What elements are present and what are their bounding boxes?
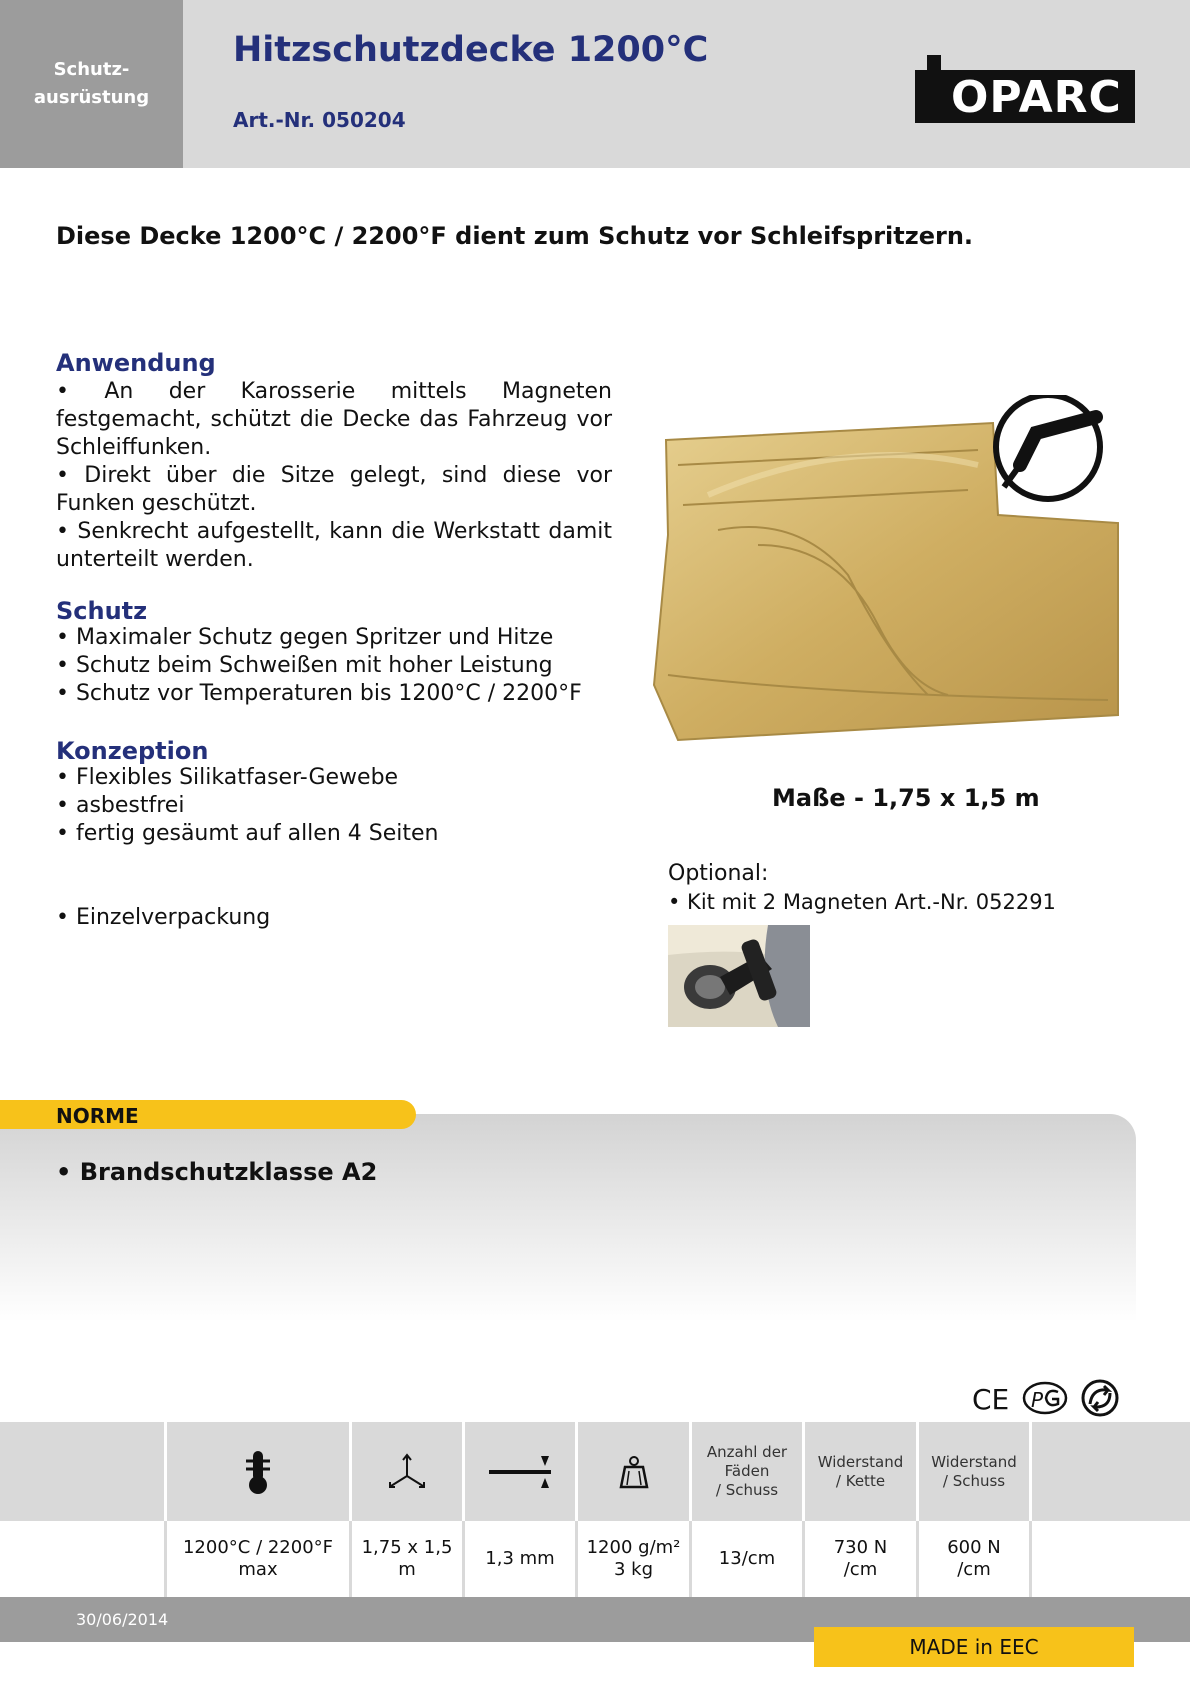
- footer-date: 30/06/2014: [76, 1610, 169, 1629]
- optional-label: Optional:: [668, 861, 769, 886]
- norme-item: • Brandschutzklasse A2: [56, 1158, 378, 1186]
- toparc-logo: [915, 55, 1137, 123]
- weft-header-line-2: / Schuss: [942, 1471, 1006, 1490]
- page-title: Hitzschutzdecke 1200°C: [233, 30, 709, 70]
- section-title-konzeption: Konzeption: [56, 737, 209, 765]
- spec-header-threads: [692, 1422, 802, 1521]
- category-line-2: ausrüstung: [33, 87, 150, 108]
- packaging-note: • Einzelverpackung: [56, 905, 271, 930]
- ce-mark: CE: [972, 1383, 1010, 1416]
- norme-label: NORME: [56, 1104, 139, 1128]
- spec-value-weft: [919, 1521, 1029, 1597]
- threads-header-line-3: / Schuss: [715, 1481, 779, 1499]
- spec-header-weight: [578, 1422, 689, 1521]
- list-item: • An der Karosserie mittels Magneten festgemacht, schützt die Decke das Fahrzeug vor Schleiffunken.: [56, 379, 612, 460]
- temperature-value-line-2: max: [238, 1559, 278, 1580]
- category-line-1: Schutz-: [53, 59, 130, 80]
- konzeption-list: [56, 764, 438, 848]
- list-item: • Schutz beim Schweißen mit hoher Leistung: [56, 653, 553, 678]
- spec-value-threads: 13/cm: [718, 1548, 776, 1569]
- logo-text: OPARC: [951, 72, 1122, 123]
- warp-header-line-2: / Kette: [835, 1471, 886, 1490]
- list-item: • Direkt über die Sitze gelegt, sind diese vor Funken geschützt.: [56, 463, 612, 516]
- anwendung-list: [56, 378, 612, 574]
- spec-value-size: 1,75 x 1,5 m: [361, 1537, 453, 1580]
- section-title-anwendung: Anwendung: [56, 349, 216, 377]
- weft-value-line-2: /cm: [957, 1559, 991, 1580]
- weft-header-line-1: Widerstand: [931, 1452, 1017, 1471]
- optional-item: • Kit mit 2 Magneten Art.-Nr. 052291: [668, 890, 1056, 914]
- weft-value-line-1: 600 N: [947, 1537, 1001, 1558]
- dimensions-label: Maße - 1,75 x 1,5 m: [772, 784, 1040, 812]
- magnet-kit-image: [668, 925, 810, 1027]
- spec-header-size: [352, 1422, 462, 1521]
- spec-value-warp: [805, 1521, 916, 1597]
- temperature-value-line-1: 1200°C / 2200°F: [182, 1537, 334, 1558]
- spec-value-weight: [578, 1521, 689, 1597]
- recycling-mark-icon: [1083, 1381, 1117, 1415]
- spec-header-temperature: [167, 1422, 349, 1521]
- norme-panel: [0, 1114, 1136, 1322]
- warp-header-line-1: Widerstand: [817, 1452, 904, 1471]
- blanket-image: [648, 395, 1128, 755]
- certification-marks: [972, 1378, 1120, 1418]
- spec-header-thickness: [465, 1422, 575, 1521]
- warp-value-line-1: 730 N: [833, 1537, 888, 1558]
- category-box: [0, 0, 183, 168]
- svg-text:P: P: [1031, 1388, 1044, 1412]
- pct-mark-icon: [1024, 1383, 1066, 1413]
- spec-value-temperature: [167, 1521, 349, 1597]
- weight-value-line-1: 1200 g/m²: [586, 1537, 681, 1558]
- spec-header-warp: [805, 1422, 916, 1521]
- list-item: • Maximaler Schutz gegen Spritzer und Hitze: [56, 625, 554, 650]
- list-item: • fertig gesäumt auf allen 4 Seiten: [56, 821, 439, 846]
- threads-header-line-2: Fäden: [724, 1462, 770, 1480]
- article-number: Art.-Nr. 050204: [233, 108, 406, 132]
- dimensions-icon: [387, 1452, 427, 1492]
- list-item: • Flexibles Silikatfaser-Gewebe: [56, 765, 399, 790]
- list-item: • asbestfrei: [56, 793, 185, 818]
- list-item: • Schutz vor Temperaturen bis 1200°C / 2200°F: [56, 681, 582, 706]
- thickness-icon: [487, 1454, 553, 1490]
- section-title-schutz: Schutz: [56, 597, 148, 625]
- spec-value-thickness: 1,3 mm: [485, 1548, 555, 1569]
- weight-value-line-2: 3 kg: [613, 1559, 654, 1580]
- spec-header-weft: [919, 1422, 1029, 1521]
- list-item: • Senkrecht aufgestellt, kann die Werkstatt damit unterteilt werden.: [56, 519, 612, 572]
- thermometer-icon: [244, 1449, 272, 1495]
- warp-value-line-2: /cm: [843, 1559, 878, 1580]
- intro-text: Diese Decke 1200°C / 2200°F dient zum Schutz vor Schleifspritzern.: [56, 222, 974, 250]
- threads-header-line-1: Anzahl der: [706, 1443, 788, 1461]
- weight-icon: [619, 1455, 649, 1489]
- made-in-badge: MADE in EEC: [814, 1627, 1134, 1667]
- schutz-list: [56, 624, 582, 708]
